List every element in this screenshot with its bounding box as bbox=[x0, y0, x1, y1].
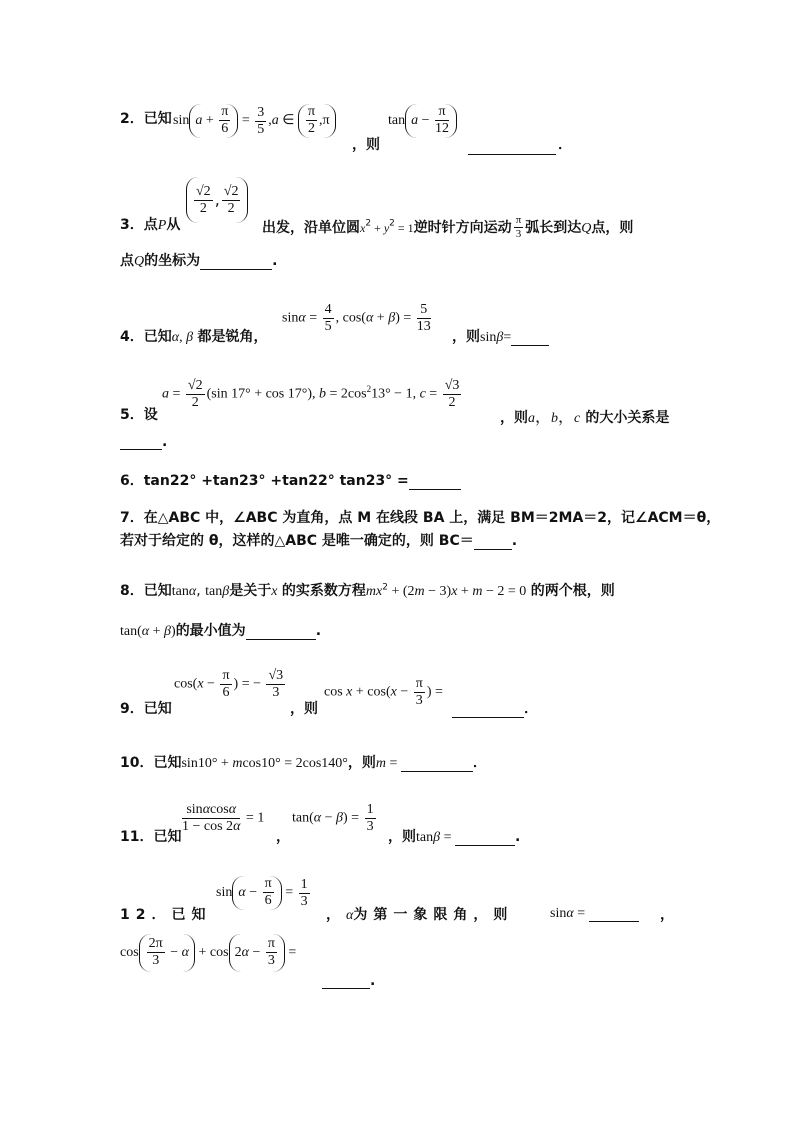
question-7-line1: 7．在△ABC 中，∠ABC 为直角，点 M 在线段 BA 上，满足 BM＝2MA＝2，记∠ACM＝θ， bbox=[120, 510, 721, 526]
question-3: 3．点P从 bbox=[120, 217, 181, 233]
q6-answer-blank[interactable] bbox=[409, 475, 461, 490]
question-4: 4．已知α, β 都是锐角， bbox=[120, 329, 268, 345]
question-8: 8．已知tanα, tanβ是关于x 的实系数方程$mx^2 + (2m - 3)x + m - 2 = 0$ 的两个根，则 bbox=[120, 582, 615, 599]
q4-formula: sinα = $\frac{4}{5}$ , cos(α + β) = $\frac{5}{13}$ bbox=[282, 302, 431, 334]
q5-then: ，则a，b，c 的大小关系是 bbox=[500, 407, 670, 426]
q7-answer-blank[interactable] bbox=[474, 535, 512, 550]
q2-answer-blank[interactable] bbox=[468, 136, 556, 155]
q9-then: ，则 bbox=[290, 701, 318, 717]
q12-answer: . bbox=[322, 970, 375, 989]
q12-answer-blank-2[interactable] bbox=[322, 974, 370, 989]
q11-answer-blank[interactable] bbox=[455, 831, 515, 846]
q9-formula-1: cos(x − $\frac{\pi}{6}$ ) = − $\frac{√3}{3}$ bbox=[174, 668, 284, 700]
q2-formula-1: sin a + $\frac{\pi}{6}$ = $\frac{3}{5}$ ,a ∈ $\frac{\pi}{2}$ ,π bbox=[173, 104, 336, 138]
question-7-line2: 若对于给定的 θ，这样的△ABC 是唯一确定的，则 BC＝ . bbox=[120, 533, 518, 549]
q9-formula-2: cos x + cos(x − $\frac{\pi}{3}$ ) = bbox=[324, 676, 443, 708]
q5-formula: a = $\frac{√2}{2}$ (sin 17° + cos 17°), $b = 2\cos^213^\circ - 1$, c = $\frac{√3}{2}$ bbox=[162, 378, 460, 410]
q9-answer-blank[interactable] bbox=[452, 703, 524, 718]
q4-then: ，则sinβ= bbox=[452, 326, 549, 346]
question-9: 9．已知 bbox=[120, 701, 172, 717]
q11-formula-1: $\frac{\sin\alpha\cos\alpha}{1 - \cos 2\alpha}$ = 1 bbox=[182, 802, 265, 834]
q12-formula-2: cos $\frac{2\pi}{3}$ − α + cos 2α − $\frac{\pi}{3}$ = bbox=[120, 934, 296, 972]
q2-then: ，则 bbox=[352, 137, 380, 153]
q3-text: 出发，沿单位圆$x^2 + y^2 = 1$逆时针方向运动 $\frac{\pi}{3}$ 弧长到达Q点，则 bbox=[262, 214, 634, 240]
q4-answer-blank[interactable] bbox=[511, 331, 549, 346]
q12-sin: sinα = bbox=[550, 902, 639, 922]
q11-then: ，则tanβ = . bbox=[388, 829, 521, 845]
q3-answer-blank[interactable] bbox=[200, 255, 272, 270]
q9-answer: ． bbox=[452, 698, 538, 718]
q5-answer-blank[interactable] bbox=[120, 435, 162, 450]
q2-formula-2: tan a − $\frac{\pi}{12}$ bbox=[388, 104, 457, 138]
q12-text: ，α为第一象限角，则 bbox=[326, 907, 514, 923]
q2-number: 2．已知 bbox=[120, 111, 172, 127]
q12-comma: ， bbox=[660, 907, 674, 923]
q11-comma: ， bbox=[276, 829, 290, 845]
q5-line2: . bbox=[120, 434, 167, 450]
q11-formula-2: tan(α − β) = $\frac{1}{3}$ bbox=[292, 802, 374, 834]
q8-line2: tan(α + β)的最小值为 . bbox=[120, 623, 322, 639]
q12-formula-1: sin α − $\frac{\pi}{6}$ = $\frac{1}{3}$ bbox=[216, 876, 308, 909]
q12-answer-blank-1[interactable] bbox=[589, 907, 639, 922]
question-5: 5．设 bbox=[120, 407, 158, 423]
question-6: 6．tan22° +tan23° +tan22° tan23° = bbox=[120, 470, 461, 490]
question-2 bbox=[120, 108, 172, 128]
q10-answer-blank[interactable] bbox=[401, 757, 473, 772]
q8-answer-blank[interactable] bbox=[246, 625, 316, 640]
q2-end: ． bbox=[558, 137, 572, 153]
question-12: 12．已知 bbox=[120, 907, 212, 923]
question-11: 11．已知 bbox=[120, 829, 182, 845]
question-10: 10．已知sin10° + mcos10° = 2cos140°，则m = ． bbox=[120, 755, 487, 771]
q3-line2: 点Q的坐标为 . bbox=[120, 253, 278, 269]
q3-point: $\frac{√2}{2}$ , $\frac{√2}{2}$ bbox=[186, 177, 248, 223]
